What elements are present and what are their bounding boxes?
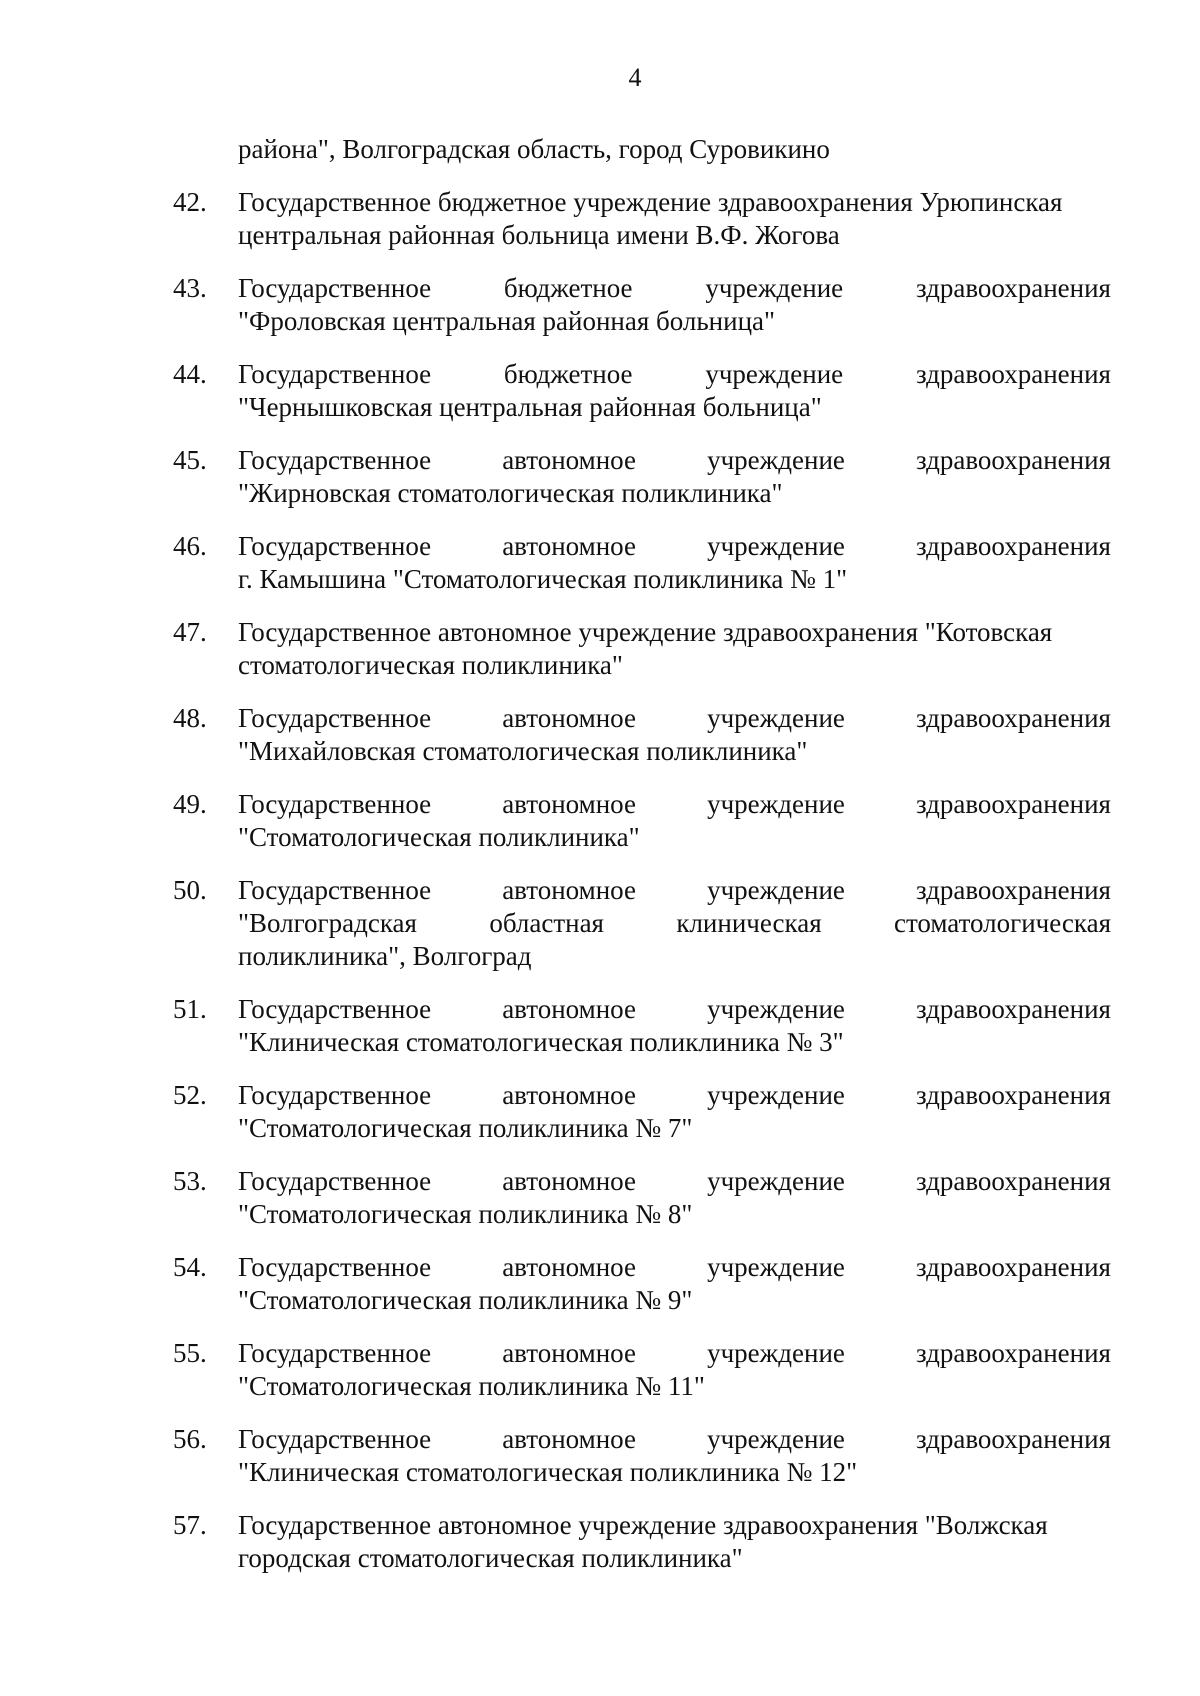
list-item-line <box>238 186 1111 219</box>
line-text: здравоохранения <box>915 703 1111 733</box>
list-item <box>0 702 1200 768</box>
line-text: здравоохранения <box>915 1252 1111 1282</box>
line-text: Государственное <box>238 1338 432 1368</box>
list-item <box>0 1509 1200 1575</box>
list-item-line <box>238 735 1111 768</box>
line-text: "Стоматологическая поликлиника № 8" <box>238 1199 693 1229</box>
line-text: "Фроловская центральная районная больница" <box>238 306 776 336</box>
line-text: Государственное автономное учреждение здравоохранения "Волжская <box>238 1510 1048 1540</box>
line-text: стоматологическая <box>893 908 1111 938</box>
list-item-line <box>238 788 1111 821</box>
line-text: автономное <box>502 445 636 475</box>
list-item-number: 54. <box>173 1252 207 1282</box>
line-text: автономное <box>502 531 636 561</box>
list-item-line <box>238 821 1111 854</box>
list-item <box>0 1165 1200 1231</box>
line-text: Государственное <box>238 1166 432 1196</box>
line-text: центральная районная больница имени В.Ф. Жогова <box>238 220 840 250</box>
line-text: Государственное <box>238 875 432 905</box>
line-text: Государственное <box>238 789 432 819</box>
line-text: городская стоматологическая поликлиника" <box>238 1543 743 1573</box>
list-item <box>0 444 1200 510</box>
list-item-line <box>238 874 1111 907</box>
list-item <box>0 1251 1200 1317</box>
line-text: учреждение <box>707 1424 845 1454</box>
list-item-number: 51. <box>173 994 207 1024</box>
line-text: поликлиника", Волгоград <box>238 941 532 971</box>
line-text: "Волгоградская <box>238 908 417 938</box>
line-text: автономное <box>502 994 636 1024</box>
list-item-line <box>238 1284 1111 1317</box>
institution-list <box>0 186 1200 1595</box>
list-item-line <box>238 940 1111 973</box>
list-item-line <box>238 358 1111 391</box>
list-item <box>0 530 1200 596</box>
line-text: здравоохранения <box>915 1080 1111 1110</box>
line-text: "Чернышковская центральная районная больница" <box>238 392 822 422</box>
list-item-line <box>238 1079 1111 1112</box>
line-text: учреждение <box>705 359 844 389</box>
list-item-line <box>238 616 1111 649</box>
list-item-number: 53. <box>173 1166 207 1196</box>
list-item-line <box>238 1251 1111 1284</box>
line-text: Государственное <box>238 1252 432 1282</box>
line-text: учреждение <box>707 531 845 561</box>
list-item-line <box>238 391 1111 424</box>
list-item <box>0 1423 1200 1489</box>
line-text: "Жирновская стоматологическая поликлиника" <box>238 478 783 508</box>
list-item-number: 49. <box>173 789 207 819</box>
line-text: автономное <box>502 1080 636 1110</box>
line-text: "Стоматологическая поликлиника № 11" <box>238 1371 705 1401</box>
list-item-line <box>238 702 1111 735</box>
line-text: "Стоматологическая поликлиника" <box>238 822 640 852</box>
list-item-number: 45. <box>173 445 207 475</box>
line-text: "Клиническая стоматологическая поликлиника № 3" <box>238 1027 844 1057</box>
list-item-line <box>238 1509 1111 1542</box>
list-item-line <box>238 563 1111 596</box>
line-text: учреждение <box>707 1080 845 1110</box>
list-item-number: 52. <box>173 1080 207 1110</box>
line-text: автономное <box>502 875 636 905</box>
line-text: автономное <box>502 1424 636 1454</box>
list-item-line <box>238 993 1111 1026</box>
list-item-line <box>238 649 1111 682</box>
line-text: г. Камышина "Стоматологическая поликлиника № 1" <box>238 564 848 594</box>
line-text: здравоохранения <box>915 1166 1111 1196</box>
list-item-number: 56. <box>173 1424 207 1454</box>
line-text: здравоохранения <box>915 789 1111 819</box>
list-item-line <box>238 1026 1111 1059</box>
line-text: автономное <box>502 1252 636 1282</box>
list-item <box>0 1337 1200 1403</box>
line-text: учреждение <box>707 875 845 905</box>
line-text: учреждение <box>705 273 844 303</box>
list-item-line <box>238 1370 1111 1403</box>
line-text: стоматологическая поликлиника" <box>238 650 623 680</box>
line-text: бюджетное <box>503 273 633 303</box>
line-text: автономное <box>502 789 636 819</box>
list-item <box>0 874 1200 973</box>
line-text: "Стоматологическая поликлиника № 9" <box>238 1285 693 1315</box>
line-text: Государственное <box>238 273 432 303</box>
list-item-number: 44. <box>173 359 207 389</box>
list-item-number: 47. <box>173 617 207 647</box>
list-item-number: 43. <box>173 273 207 303</box>
line-text: Государственное <box>238 703 432 733</box>
list-item-line <box>238 305 1111 338</box>
list-item <box>0 358 1200 424</box>
line-text: "Клиническая стоматологическая поликлиника № 12" <box>238 1457 858 1487</box>
list-item-line <box>238 1423 1111 1456</box>
line-text: учреждение <box>707 994 845 1024</box>
list-item-line <box>238 1337 1111 1370</box>
line-text: Государственное <box>238 445 432 475</box>
line-text: учреждение <box>707 1252 845 1282</box>
line-text: клиническая <box>676 908 822 938</box>
list-item-number: 42. <box>173 187 207 217</box>
list-item <box>0 186 1200 252</box>
line-text: Государственное <box>238 1080 432 1110</box>
line-text: здравоохранения <box>915 445 1111 475</box>
line-text: "Стоматологическая поликлиника № 7" <box>238 1113 693 1143</box>
line-text: здравоохранения <box>915 1424 1111 1454</box>
line-text: учреждение <box>707 445 845 475</box>
line-text: Государственное <box>238 359 432 389</box>
line-text: областная <box>489 908 604 938</box>
line-text: "Михайловская стоматологическая поликлиника" <box>238 736 808 766</box>
list-item-line <box>238 272 1111 305</box>
line-text: Государственное бюджетное учреждение здравоохранения Урюпинская <box>238 187 1063 217</box>
line-text: здравоохранения <box>915 1338 1111 1368</box>
list-item-line <box>238 1165 1111 1198</box>
list-item-line <box>238 907 1111 940</box>
line-text: здравоохранения <box>915 273 1111 303</box>
page-number: 4 <box>628 63 642 92</box>
line-text: учреждение <box>707 1338 845 1368</box>
list-item <box>0 993 1200 1059</box>
line-text: здравоохранения <box>915 994 1111 1024</box>
list-item-line <box>238 530 1111 563</box>
line-text: учреждение <box>707 1166 845 1196</box>
list-item-line <box>238 1112 1111 1145</box>
list-item <box>0 788 1200 854</box>
list-item-number: 57. <box>173 1510 207 1540</box>
list-item-line <box>238 477 1111 510</box>
list-item-line <box>238 1456 1111 1489</box>
line-text: Государственное автономное учреждение здравоохранения "Котовская <box>238 617 1053 647</box>
line-text: автономное <box>502 703 636 733</box>
line-text: здравоохранения <box>915 875 1111 905</box>
list-item-line <box>238 1542 1111 1575</box>
list-item-line <box>238 444 1111 477</box>
continuation-text: района", Волгоградская область, город Суровикино <box>238 134 830 164</box>
line-text: Государственное <box>238 531 432 561</box>
list-item-number: 50. <box>173 875 207 905</box>
line-text: бюджетное <box>503 359 633 389</box>
list-item-number: 46. <box>173 531 207 561</box>
line-text: учреждение <box>707 703 845 733</box>
line-text: автономное <box>502 1166 636 1196</box>
list-item-line <box>238 1198 1111 1231</box>
list-item-line <box>238 219 1111 252</box>
list-item-number: 55. <box>173 1338 207 1368</box>
list-item <box>0 272 1200 338</box>
line-text: Государственное <box>238 1424 432 1454</box>
line-text: здравоохранения <box>915 531 1111 561</box>
list-item-number: 48. <box>173 703 207 733</box>
list-item <box>0 1079 1200 1145</box>
line-text: Государственное <box>238 994 432 1024</box>
list-item <box>0 616 1200 682</box>
line-text: автономное <box>502 1338 636 1368</box>
line-text: здравоохранения <box>915 359 1111 389</box>
line-text: учреждение <box>707 789 845 819</box>
